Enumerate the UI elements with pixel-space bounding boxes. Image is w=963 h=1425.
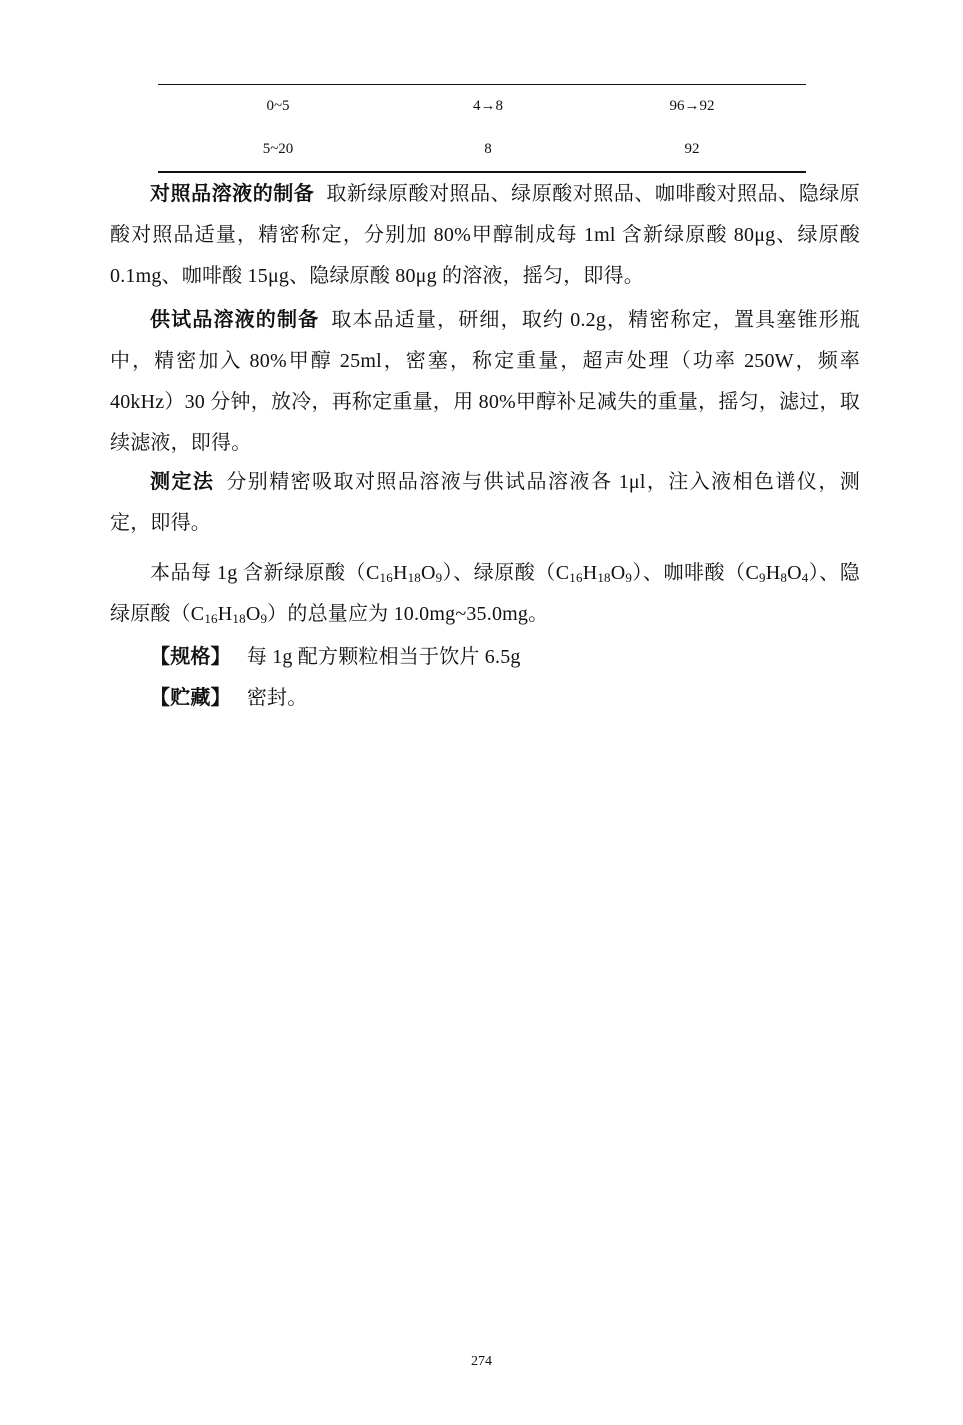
content-text: H	[217, 603, 233, 625]
content-text: O	[245, 603, 261, 625]
table-cell-phase-a: 4→8	[473, 98, 503, 114]
specification-label: 【规格】	[150, 646, 231, 668]
specification-paragraph	[110, 637, 860, 678]
assay-text: 分别精密吸取对照品溶液与供试品溶液各 1μl，注入液相色谱仪，测定，即得。	[110, 471, 860, 534]
table-row	[158, 85, 806, 128]
subscript: 18	[407, 570, 422, 585]
subscript: 16	[379, 570, 393, 585]
subscript: 9	[759, 570, 766, 585]
storage-label: 【贮藏】	[150, 687, 231, 709]
table-cell-time: 0~5	[266, 98, 290, 114]
subscript: 9	[625, 570, 633, 585]
reference-solution-paragraph	[110, 174, 860, 297]
content-text: ）、绿原酸（C	[442, 562, 570, 584]
subscript: 18	[597, 570, 611, 585]
test-solution-text: 取本品适量，研细，取约 0.2g，精密称定，置具塞锥形瓶中，精密加入 80%甲醇 25ml，密塞，称定重量，超声处理（功率 250W，频率 40kHz）30 分钟，放冷，再称定重量，用 80%甲醇补足减失的重量，摇匀，滤过，取续滤液，即得。	[110, 309, 860, 454]
subscript: 16	[204, 611, 218, 626]
subscript: 4	[801, 570, 809, 585]
storage-text: 密封。	[246, 687, 308, 709]
gradient-table	[158, 84, 806, 173]
content-limit-paragraph	[110, 553, 860, 635]
content-text: O	[421, 562, 436, 584]
subscript: 16	[569, 570, 583, 585]
table-cell-phase-b: 96→92	[669, 98, 715, 114]
content-text: ）、咖啡酸（C	[632, 562, 760, 584]
storage-paragraph	[110, 678, 860, 719]
content-text: O	[787, 562, 802, 584]
test-solution-label: 供试品溶液的制备	[150, 309, 320, 331]
content-text: ）、隐绿原酸（C	[110, 562, 860, 625]
table-row	[158, 128, 806, 171]
table-cell-phase-b: 92	[684, 141, 700, 157]
content-text: 本品每 1g 含新绿原酸（C	[150, 562, 380, 584]
subscript: 9	[435, 570, 443, 585]
subscript: 8	[780, 570, 788, 585]
specification-text: 每 1g 配方颗粒相当于饮片 6.5g	[246, 646, 521, 668]
reference-solution-label: 对照品溶液的制备	[150, 183, 315, 205]
content-text: H	[392, 562, 408, 584]
test-solution-paragraph	[110, 300, 860, 464]
table-cell-time: 5~20	[262, 141, 294, 157]
table-cell-phase-a: 8	[484, 141, 492, 157]
content-text: H	[582, 562, 598, 584]
subscript: 18	[232, 611, 246, 626]
assay-label: 测定法	[150, 471, 215, 493]
content-text: O	[610, 562, 626, 584]
content-text: ）的总量应为 10.0mg~35.0mg。	[267, 603, 549, 625]
content-text: H	[765, 562, 781, 584]
subscript: 9	[260, 611, 268, 626]
assay-paragraph	[110, 462, 860, 544]
page-number: 274	[471, 1354, 492, 1369]
reference-solution-text: 取新绿原酸对照品、绿原酸对照品、咖啡酸对照品、隐绿原酸对照品适量，精密称定，分别加 80%甲醇制成每 1ml 含新绿原酸 80μg、绿原酸 0.1mg、咖啡酸 15μg、隐绿原酸 80μg 的溶液，摇匀，即得。	[110, 183, 860, 287]
